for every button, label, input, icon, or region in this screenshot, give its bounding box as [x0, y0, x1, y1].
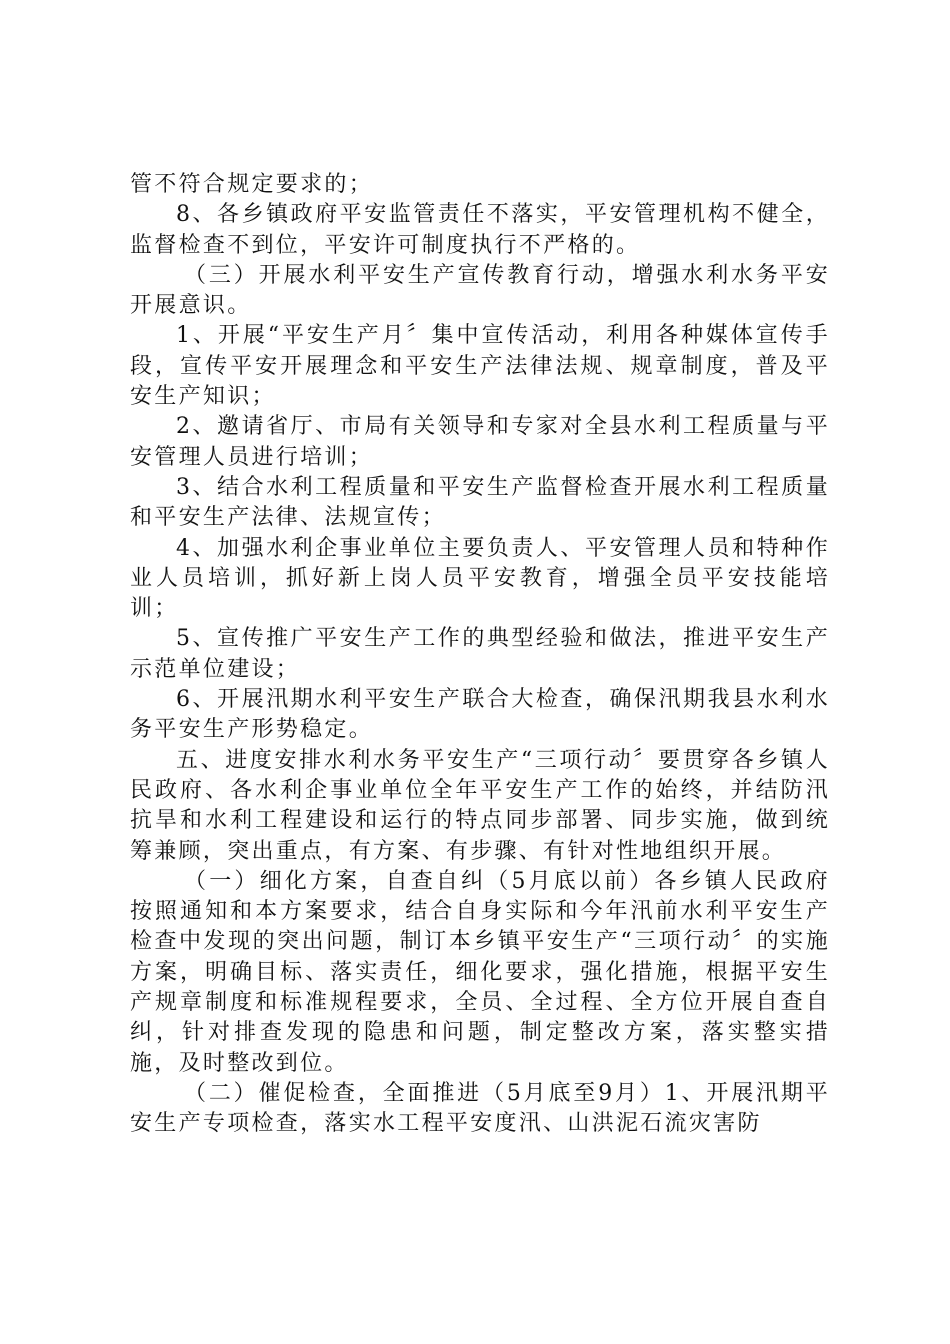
document-body: [130, 170, 830, 1140]
paragraph-subsection-2: （二）催促检查，全面推进（5月底至9月）1、开展汛期平安生产专项检查，落实水工程平安度汛、山洪泥石流灾害防: [130, 1080, 830, 1137]
paragraph-subsection-1: （一）细化方案，自查自纠（5月底以前）各乡镇人民政府按照通知和本方案要求，结合自身实际和今年汛前水利平安生产检查中发现的突出问题，制订本乡镇平安生产“三项行动〞的实施方案，明确目标、落实责任，细化要求，强化措施，根据平安生产规章制度和标准规程要求，全员、全过程、全方位开展自查自纠，针对排查发现的隐患和问题，制定整改方案，落实整实措施，及时整改到位。: [130, 868, 830, 1076]
paragraph-continuation: 管不符合规定要求的；: [130, 172, 374, 197]
paragraph-item-6: 6、开展汛期水利平安生产联合大检查，确保汛期我县水利水务平安生产形势稳定。: [130, 687, 830, 743]
paragraph-item-8: 8、各乡镇政府平安监管责任不落实，平安管理机构不健全，监督检查不到位，平安许可制度执行不严格的。: [130, 202, 830, 258]
paragraph-item-3: 3、结合水利工程质量和平安生产监督检查开展水利工程质量和平安生产法律、法规宣传；: [130, 474, 830, 531]
paragraph-item-5: 5、宣传推广平安生产工作的典型经验和做法，推进平安生产示范单位建设；: [130, 626, 830, 682]
paragraph-item-4: 4、加强水利企事业单位主要负责人、平安管理人员和特种作业人员培训，抓好新上岗人员平安教育，增强全员平安技能培训；: [130, 535, 830, 622]
paragraph-section-3-heading: （三）开展水利平安生产宣传教育行动，增强水利水务平安开展意识。: [130, 262, 830, 319]
paragraph-item-2: 2、邀请省厅、市局有关领导和专家对全县水利工程质量与平安管理人员进行培训；: [130, 414, 830, 470]
paragraph-section-5: 五、进度安排水利水务平安生产“三项行动〞要贯穿各乡镇人民政府、各水利企事业单位全年平安生产工作的始终，并结防汛抗旱和水利工程建设和运行的特点同步部署、同步实施，做到统筹兼顾，突出重点，有方案、有步骤、有针对性地组织开展。: [130, 747, 830, 864]
paragraph-item-1: 1、开展“平安生产月〞集中宣传活动，利用各种媒体宣传手段，宣传平安开展理念和平安生产法律法规、规章制度，普及平安生产知识；: [130, 323, 830, 410]
